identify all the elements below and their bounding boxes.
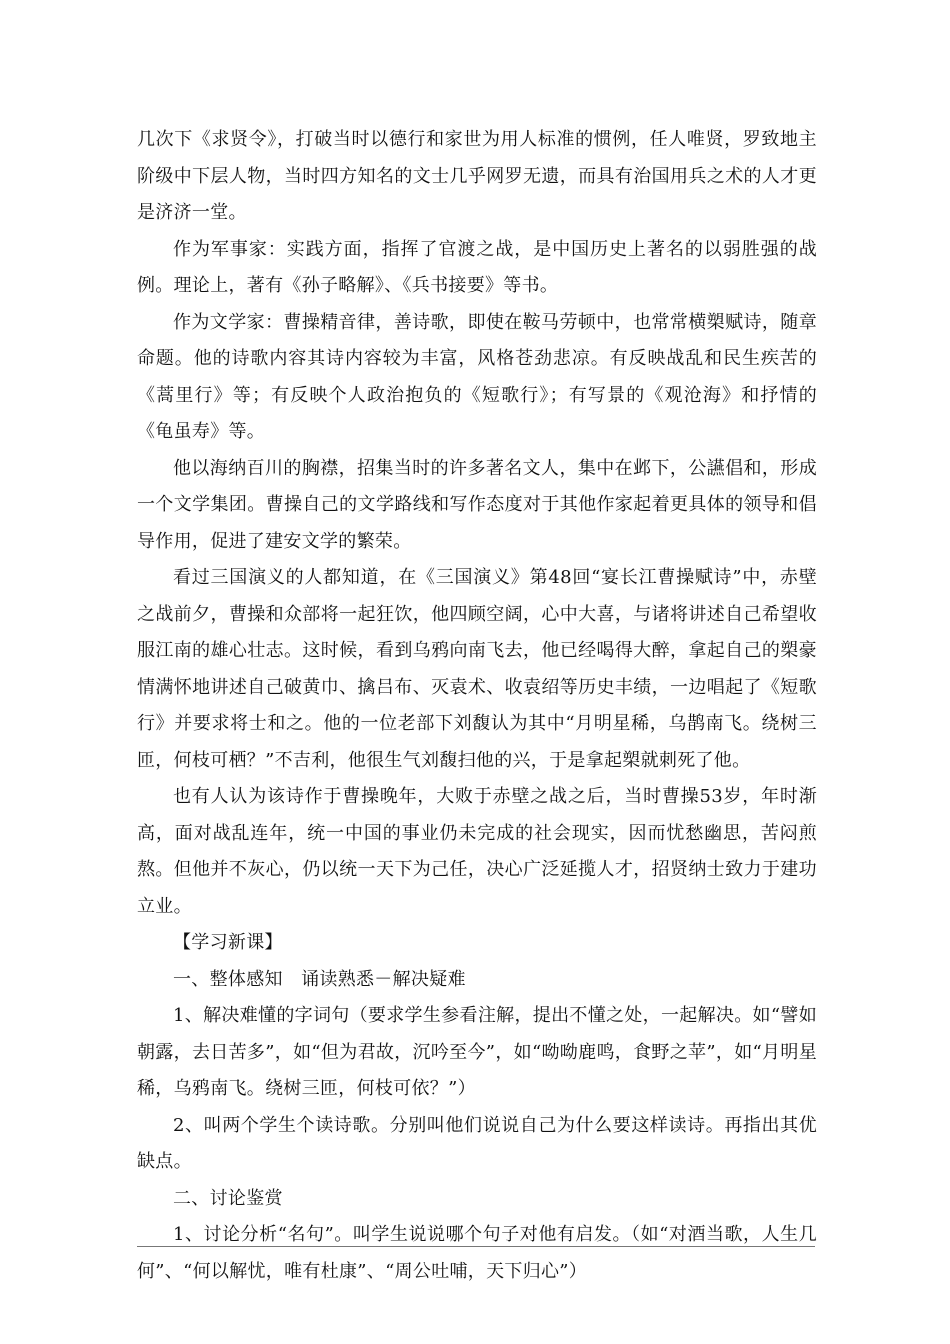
list-item-difficult-words: 1、解决难懂的字词句（要求学生参看注解，提出不懂之处，一起解决。如“譬如朝露，去日苦多”，如“但为君故，沉吟至今”，如“呦呦鹿鸣，食野之苹”，如“月明星稀，乌鸦南飞。绕树三匝，何枝可依？”） <box>137 1005 817 1099</box>
footer-divider <box>137 1246 815 1247</box>
paragraph-story: 看过三国演义的人都知道，在《三国演义》第48回“宴长江曹操赋诗”中，赤壁之战前夕，曹操和众部将一起狂饮，他四顾空阔，心中大喜，与诸将讲述自己希望收服江南的雄心壮志。这时候，看到乌鸦向南飞去，他已经喝得大醉，拿起自己的槊豪情满怀地讲述自己破黄巾、擒吕布、灭袁术、收袁绍等历史丰绩，一边唱起了《短歌行》并要求将士和之。他的一位老部下刘馥认为其中“月明星稀，乌鹊南飞。绕树三匝，何枝可栖？”不吉利，他很生气刘馥扫他的兴，于是拿起槊就刺死了他。 <box>137 567 817 771</box>
paragraph-literary: 作为文学家：曹操精音律，善诗歌，即使在鞍马劳顿中，也常常横槊赋诗，随章命题。他的诗歌内容其诗内容较为丰富，风格苍劲悲凉。有反映战乱和民生疾苦的《蒿里行》等；有反映个人政治抱负的《短歌行》；有写景的《观沧海》和抒情的《龟虽寿》等。 <box>137 311 817 442</box>
subheading-discussion: 二、讨论鉴赏 <box>173 1187 283 1209</box>
list-item-reading-aloud: 2、叫两个学生个读诗歌。分别叫他们说说自己为什么要这样读诗。再指出其优缺点。 <box>137 1114 817 1172</box>
section-heading-new-lesson: 【学习新课】 <box>173 932 283 953</box>
list-item-famous-lines: 1、讨论分析“名句”。叫学生说说哪个句子对他有启发。（如“对酒当歌，人生几何”、“何以解忧，唯有杜康”、“周公吐哺，天下归心”） <box>137 1224 817 1282</box>
paragraph-literary-group: 他以海纳百川的胸襟，招集当时的许多著名文人，集中在邺下，公讌倡和，形成一个文学集团。曹操自己的文学路线和写作态度对于其他作家起着更具体的领导和倡导作用，促进了建安文学的繁荣。 <box>137 457 817 552</box>
subheading-overall-perception: 一、整体感知 诵读熟悉－解决疑难 <box>173 968 466 990</box>
document-body <box>137 122 817 1290</box>
paragraph-intro-continued: 几次下《求贤令》，打破当时以德行和家世为用人标准的惯例，任人唯贤，罗致地主阶级中下层人物，当时四方知名的文士几乎网罗无遗，而具有治国用兵之术的人才更是济济一堂。 <box>137 129 817 223</box>
paragraph-alternative-view: 也有人认为该诗作于曹操晚年，大败于赤壁之战之后，当时曹操53岁，年时渐高，面对战乱连年，统一中国的事业仍未完成的社会现实，因而忧愁幽思，苦闷煎熬。但他并不灰心，仍以统一天下为己任，决心广泛延揽人才，招贤纳士致力于建功立业。 <box>137 786 817 917</box>
paragraph-military: 作为军事家：实践方面，指挥了官渡之战，是中国历史上著名的以弱胜强的战例。理论上，著有《孙子略解》、《兵书接要》等书。 <box>137 238 817 296</box>
